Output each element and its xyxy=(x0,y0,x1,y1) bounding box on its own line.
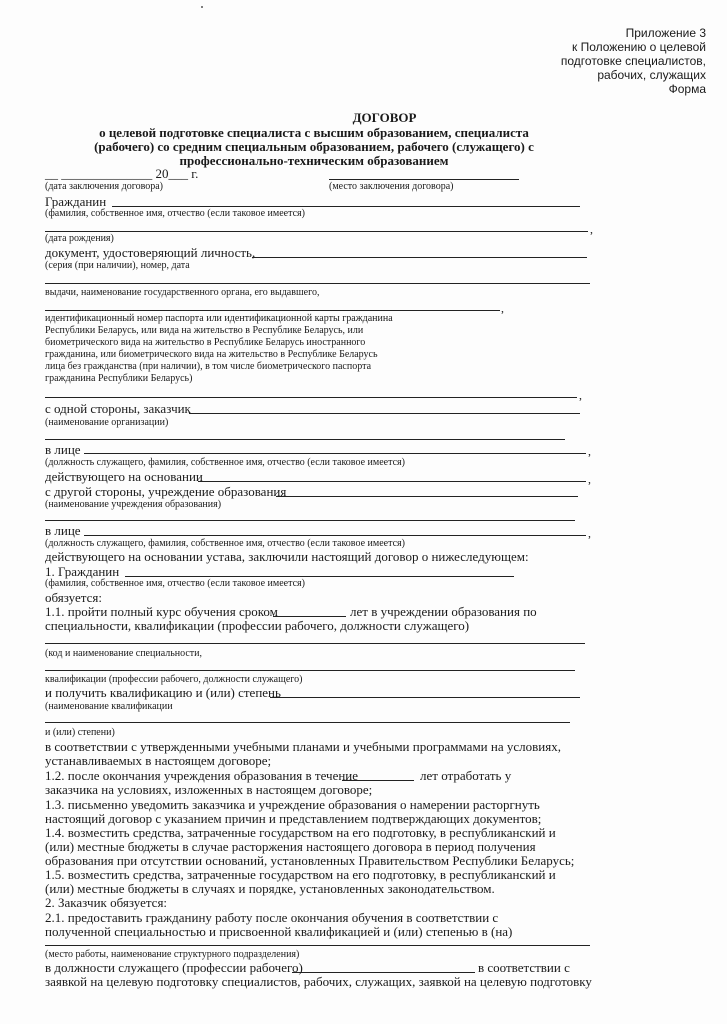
degree-line xyxy=(45,722,570,723)
obliges-text: обязуется: xyxy=(45,590,102,605)
customer-basis-comma: , xyxy=(588,472,591,486)
p1-1-text-b: лет в учреждении образования по xyxy=(350,604,537,619)
p1-4-text-a: 1.4. возместить средства, затраченные государством на его подготовку, в республиканский и xyxy=(45,825,556,840)
institution-name-line xyxy=(45,520,575,521)
workplace-line xyxy=(45,945,590,946)
id-blank-line-comma: , xyxy=(579,388,582,402)
p1-2-years-line xyxy=(342,780,414,781)
customer-basis-label: действующего на основании xyxy=(45,469,203,484)
qualification-caption: квалификации (профессии рабочего, должности служащего) xyxy=(45,674,303,685)
p1-citizen-line xyxy=(125,576,514,577)
id-caption-3: биометрического вида на жительство в Республике Беларусь иностранного xyxy=(45,337,366,348)
p1-citizen-label: 1. Гражданин xyxy=(45,564,120,579)
appendix-line-4: рабочих, служащих xyxy=(597,68,706,82)
id-caption-4: гражданина, или биометрического вида на жительство в Республике Беларусь xyxy=(45,349,378,360)
birth-caption: (дата рождения) xyxy=(45,233,114,244)
p1-1-text-a: 1.1. пройти полный курс обучения сроком xyxy=(45,604,278,619)
specialty-code-caption: (код и наименование специальности, xyxy=(45,648,203,659)
issued-line xyxy=(45,283,590,284)
id-caption-2: Республики Беларусь, или вида на жительство в Республике Беларусь, или xyxy=(45,325,364,336)
qualification-name-caption: (наименование квалификации xyxy=(45,701,173,712)
charter-text: действующего на основании устава, заключили настоящий договор о нижеследующем: xyxy=(45,549,529,564)
id-number-line-comma: , xyxy=(501,301,504,315)
specialty-line-1 xyxy=(45,643,585,644)
degree-caption: и (или) степени) xyxy=(45,727,115,738)
get-qualification-line xyxy=(270,697,580,698)
position-line xyxy=(292,972,475,973)
get-qualification-text: и получить квалификацию и (или) степень xyxy=(45,685,281,700)
document-subtitle-2: (рабочего) со средним специальным образованием, рабочего (служащего) с xyxy=(94,139,534,154)
citizen-fio-caption: (фамилия, собственное имя, отчество (если таковое имеется) xyxy=(45,208,305,219)
institution-caption: (наименование учреждения образования) xyxy=(45,499,222,510)
position-text-b: в соответствии с xyxy=(478,960,570,975)
document-subtitle-1: о целевой подготовке специалиста с высшим образованием, специалиста xyxy=(99,125,529,140)
customer-in-person-comma: , xyxy=(588,444,591,458)
p1-2-text-a: 1.2. после окончания учреждения образования в течение xyxy=(45,768,359,783)
appendix-line-2: к Положению о целевой xyxy=(572,40,706,54)
p1-3-text-b: настоящий договор с указанием причин и представлением подтверждающих документов; xyxy=(45,811,542,826)
citizen-line xyxy=(112,206,580,207)
organization-line xyxy=(45,439,565,440)
id-caption-1: идентификационный номер паспорта или идентификационной карты гражданина xyxy=(45,313,393,324)
id-caption-6: гражданина Республики Беларусь) xyxy=(45,373,193,384)
customer-label: с одной стороны, заказчик xyxy=(45,401,191,416)
appendix-line-5: Форма xyxy=(668,82,706,96)
request-text: заявкой на целевую подготовку специалистов, рабочих, служащих, заявкой на целевую подготовку xyxy=(45,974,592,989)
institution-in-person-line xyxy=(84,535,586,536)
workplace-caption: (место работы, наименование структурного подразделения) xyxy=(45,949,300,960)
p1-5-text-b: (или) местные бюджеты в случаях и порядке, установленных законодательством. xyxy=(45,881,495,896)
identity-document-label: документ, удостоверяющий личность, xyxy=(45,245,256,260)
appendix-line-1: Приложение 3 xyxy=(625,26,706,40)
contract-date-line: __ ______________ 20___ г. xyxy=(45,166,199,181)
p1-4-text-b: (или) местные бюджеты в случае расторжения настоящего договора в период получения xyxy=(45,839,536,854)
series-caption: (серия (при наличии), номер, дата xyxy=(45,260,190,271)
place-caption: (место заключения договора) xyxy=(329,181,454,192)
p1-4-text-c: образования при отсутствии оснований, установленных Правительством Республики Беларусь; xyxy=(45,853,575,868)
institution-in-person-label: в лице xyxy=(45,523,81,538)
birth-line-comma: , xyxy=(590,222,593,236)
p1-3-text-a: 1.3. письменно уведомить заказчика и учреждение образования о намерении расторгнуть xyxy=(45,797,540,812)
appendix-line-3: подготовке специалистов, xyxy=(560,54,706,68)
customer-in-person-line xyxy=(84,453,586,454)
id-caption-5: лица без гражданства (при наличии), в том числе биометрического паспорта xyxy=(45,361,372,372)
birth-line xyxy=(45,231,588,232)
p1-5-text-a: 1.5. возместить средства, затраченные государством на его подготовку, в республиканский и xyxy=(45,867,556,882)
institution-position-caption: (должность служащего, фамилия, собственное имя, отчество (если таковое имеется) xyxy=(45,538,405,549)
customer-line xyxy=(189,413,580,414)
id-blank-line xyxy=(45,397,577,398)
identity-document-line xyxy=(252,257,587,258)
date-caption: (дата заключения договора) xyxy=(45,181,163,192)
customer-position-caption: (должность служащего, фамилия, собственное имя, отчество (если таковое имеется) xyxy=(45,457,405,468)
customer-in-person-label: в лице xyxy=(45,442,81,457)
specialty-line-2 xyxy=(45,670,575,671)
p1-2-text-b: лет отработать у xyxy=(420,768,512,783)
document-subtitle-3: профессионально-техническим образованием xyxy=(179,153,449,168)
institution-label: с другой стороны, учреждение образования xyxy=(45,484,287,499)
scan-speck xyxy=(201,6,203,8)
p2-1-text-b: полученной специальностью и присвоенной квалификацией и (или) степенью в (на) xyxy=(45,924,513,939)
p2-heading: 2. Заказчик обязуется: xyxy=(45,895,168,910)
institution-in-person-comma: , xyxy=(588,526,591,540)
citizen-label: Гражданин xyxy=(45,194,107,209)
accordance-text-2: устанавливаемых в настоящем договоре; xyxy=(45,753,272,768)
document-title: ДОГОВОР xyxy=(352,110,417,125)
customer-basis-line xyxy=(198,481,586,482)
place-line xyxy=(329,179,519,180)
id-number-line xyxy=(45,310,500,311)
institution-line xyxy=(276,496,578,497)
p2-1-text-a: 2.1. предоставить гражданину работу после окончания обучения в соответствии с xyxy=(45,910,499,925)
p1-fio-caption: (фамилия, собственное имя, отчество (если таковое имеется) xyxy=(45,578,305,589)
p1-2-text-c: заказчика на условиях, изложенных в настоящем договоре; xyxy=(45,782,373,797)
p1-1-text-c: специальности, квалификации (профессии рабочего, должности служащего) xyxy=(45,618,470,633)
position-text-a: в должности служащего (профессии рабочего) xyxy=(45,960,303,975)
accordance-text-1: в соответствии с утвержденными учебными планами и учебными программами на условиях, xyxy=(45,739,561,754)
organization-caption: (наименование организации) xyxy=(45,417,169,428)
p1-1-years-line xyxy=(273,616,346,617)
issued-caption: выдачи, наименование государственного органа, его выдавшего, xyxy=(45,287,320,298)
